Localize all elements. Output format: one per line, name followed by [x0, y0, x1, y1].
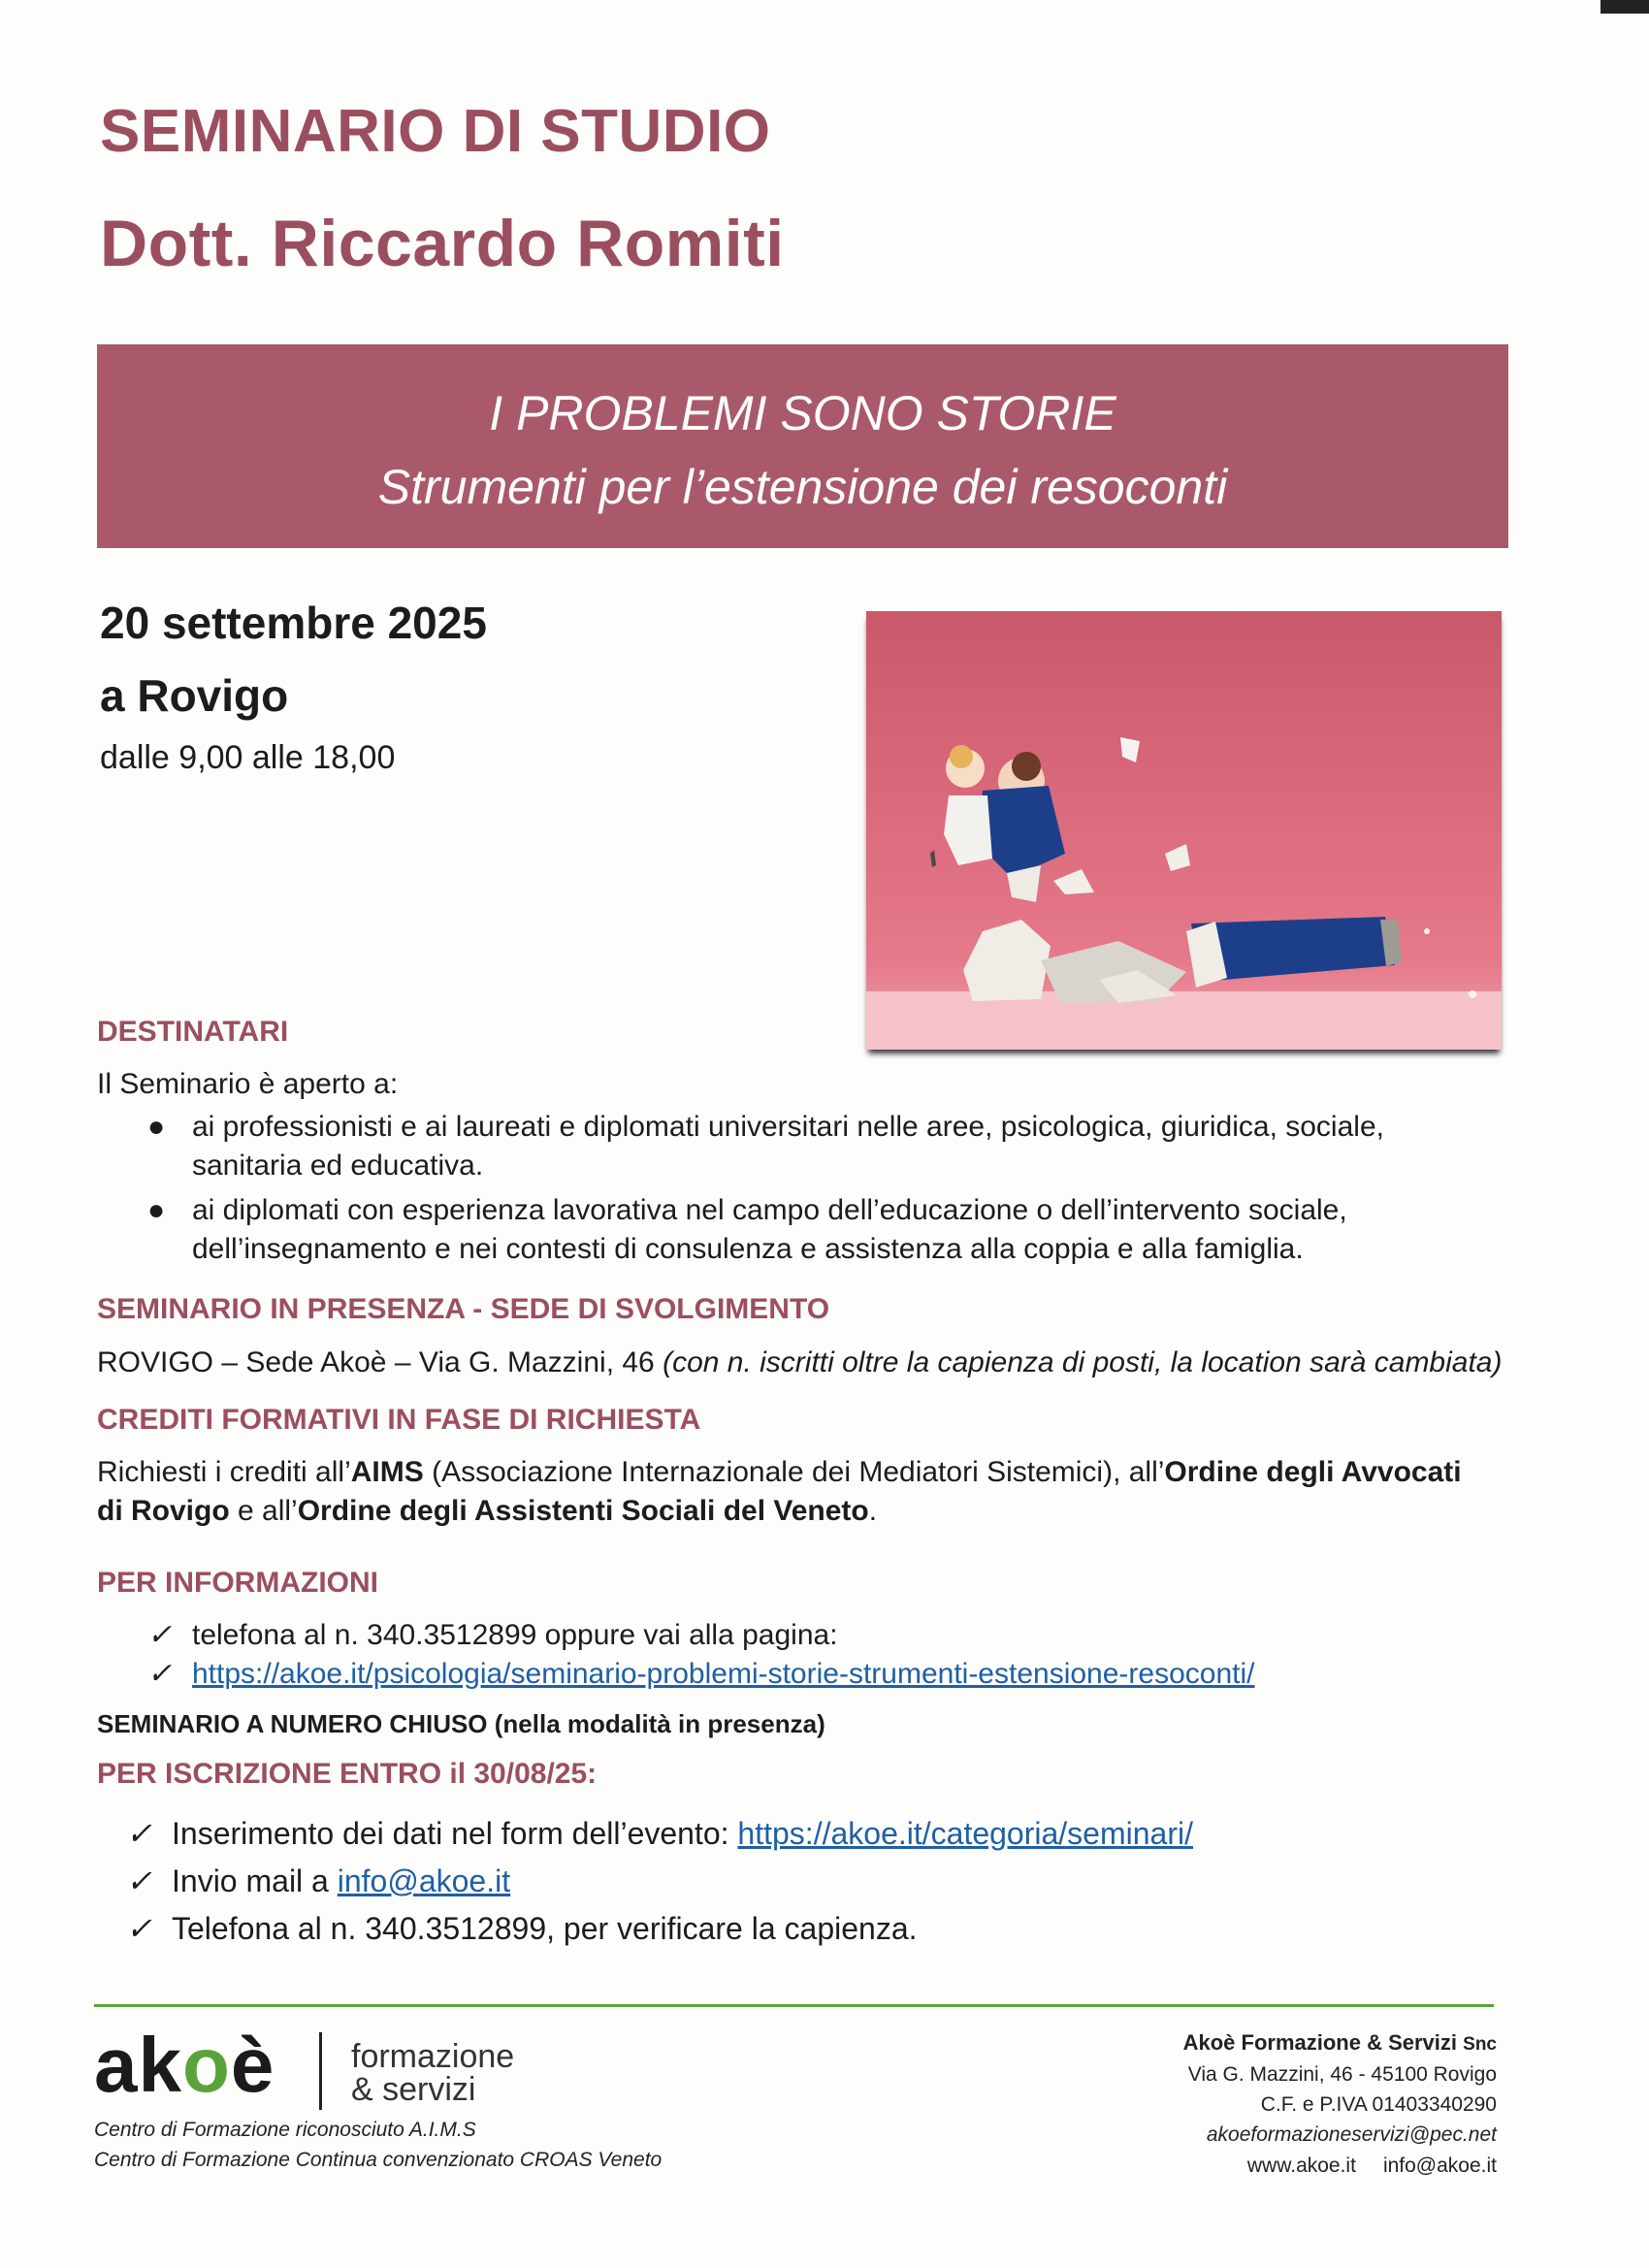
- destinatari-list: [97, 1108, 1494, 1269]
- logo-subtitle-1: formazione: [351, 2038, 515, 2075]
- sede-text: ROVIGO – Sede Akoè – Via G. Mazzini, 46 (con n. iscritti oltre la capienza di posti, la location sarà cambiata): [97, 1346, 1503, 1378]
- list-item: ✓ telefona al n. 340.3512899 oppure vai alla pagina:: [147, 1616, 1486, 1655]
- company-address: Via G. Mazzini, 46 - 45100 Rovigo: [1187, 2063, 1497, 2086]
- logo-subtitle-2: & servizi: [351, 2071, 476, 2108]
- list-item: ✓ Telefona al n. 340.3512899, per verificare la capienza.: [126, 1905, 1484, 1953]
- event-hours: dalle 9,00 alle 18,00: [100, 739, 396, 776]
- email-link[interactable]: info@akoe.it: [337, 1863, 511, 1898]
- sede-heading: SEMINARIO IN PRESENZA - SEDE DI SVOLGIMENTO: [97, 1293, 830, 1325]
- bullet-icon: ●: [147, 1111, 166, 1143]
- info-heading: PER INFORMAZIONI: [97, 1567, 378, 1599]
- seminar-page-link[interactable]: https://akoe.it/psicologia/seminario-problemi-storie-strumenti-estensione-resoconti/: [192, 1658, 1255, 1690]
- check-icon: ✓: [126, 1863, 152, 1898]
- destinatari-heading: DESTINATARI: [97, 1016, 289, 1048]
- list-item: ✓ Invio mail a info@akoe.it: [126, 1858, 1484, 1905]
- list-item: ✓ Inserimento dei dati nel form dell’evento: https://akoe.it/categoria/seminari/: [126, 1810, 1484, 1858]
- info-list: [147, 1616, 1486, 1694]
- company-vat: C.F. e P.IVA 01403340290: [1260, 2093, 1497, 2116]
- check-icon: ✓: [126, 1816, 152, 1851]
- iscrizione-heading: PER ISCRIZIONE ENTRO il 30/08/25:: [97, 1758, 598, 1790]
- list-item: ● ai diplomati con esperienza lavorativa nel campo dell’educazione o dell’intervento sociale, dell’insegnamento e nei contesti di consulenza e assistenza alla coppia e alla famiglia.: [97, 1191, 1494, 1269]
- sede-note: (con n. iscritti oltre la capienza di posti, la location sarà cambiata): [663, 1346, 1503, 1378]
- company-website[interactable]: www.akoe.it: [1246, 2155, 1356, 2177]
- topic-title: I PROBLEMI SONO STORIE: [489, 386, 1116, 440]
- list-item: [147, 1655, 1486, 1694]
- akoe-logo: [94, 2021, 540, 2118]
- event-date: 20 settembre 2025: [100, 598, 487, 648]
- certification-1: Centro di Formazione riconosciuto A.I.M.S: [94, 2119, 476, 2141]
- company-name: Akoè Formazione & Servizi Snc: [1182, 2030, 1497, 2055]
- logo-wordmark: akoè: [94, 2022, 275, 2108]
- seminari-category-link[interactable]: https://akoe.it/categoria/seminari/: [737, 1816, 1193, 1851]
- list-item: ● ai professionisti e ai laureati e diplomati universitari nelle aree, psicologica, giuridica, sociale, sanitaria ed educativa.: [97, 1108, 1494, 1185]
- check-icon: ✓: [147, 1619, 173, 1651]
- footer-divider: [94, 2004, 1494, 2007]
- closed-number-notice: SEMINARIO A NUMERO CHIUSO (nella modalità in presenza): [97, 1709, 825, 1738]
- speaker-name: Dott. Riccardo Romiti: [100, 207, 785, 280]
- crediti-heading: CREDITI FORMATIVI IN FASE DI RICHIESTA: [97, 1404, 701, 1436]
- broken-figurine-photo: [866, 611, 1502, 1050]
- topic-banner: [97, 344, 1508, 548]
- company-pec: akoeformazioneservizi@pec.net: [1206, 2123, 1497, 2146]
- scan-edge-mark: [1600, 0, 1649, 14]
- certification-2: Centro di Formazione Continua convenzionato CROAS Veneto: [94, 2149, 663, 2171]
- event-place: a Rovigo: [100, 670, 289, 721]
- check-icon: ✓: [126, 1911, 152, 1946]
- seminar-title: SEMINARIO DI STUDIO: [100, 98, 771, 165]
- logo-divider: [319, 2032, 322, 2110]
- company-email[interactable]: info@akoe.it: [1382, 2155, 1497, 2177]
- bullet-icon: ●: [147, 1194, 166, 1226]
- iscrizione-list: [126, 1810, 1484, 1953]
- destinatari-intro: Il Seminario è aperto a:: [97, 1068, 399, 1100]
- company-contacts: [1247, 2155, 1497, 2178]
- topic-subtitle: Strumenti per l’estensione dei resoconti: [377, 460, 1228, 514]
- check-icon: ✓: [147, 1658, 173, 1690]
- crediti-text: Richiesti i crediti all’AIMS (Associazione Internazionale dei Mediatori Sistemici), all’Ordine degli Avvocati di Rovigo e all’Ordine degli Assistenti Sociali del Veneto.: [97, 1456, 1462, 1527]
